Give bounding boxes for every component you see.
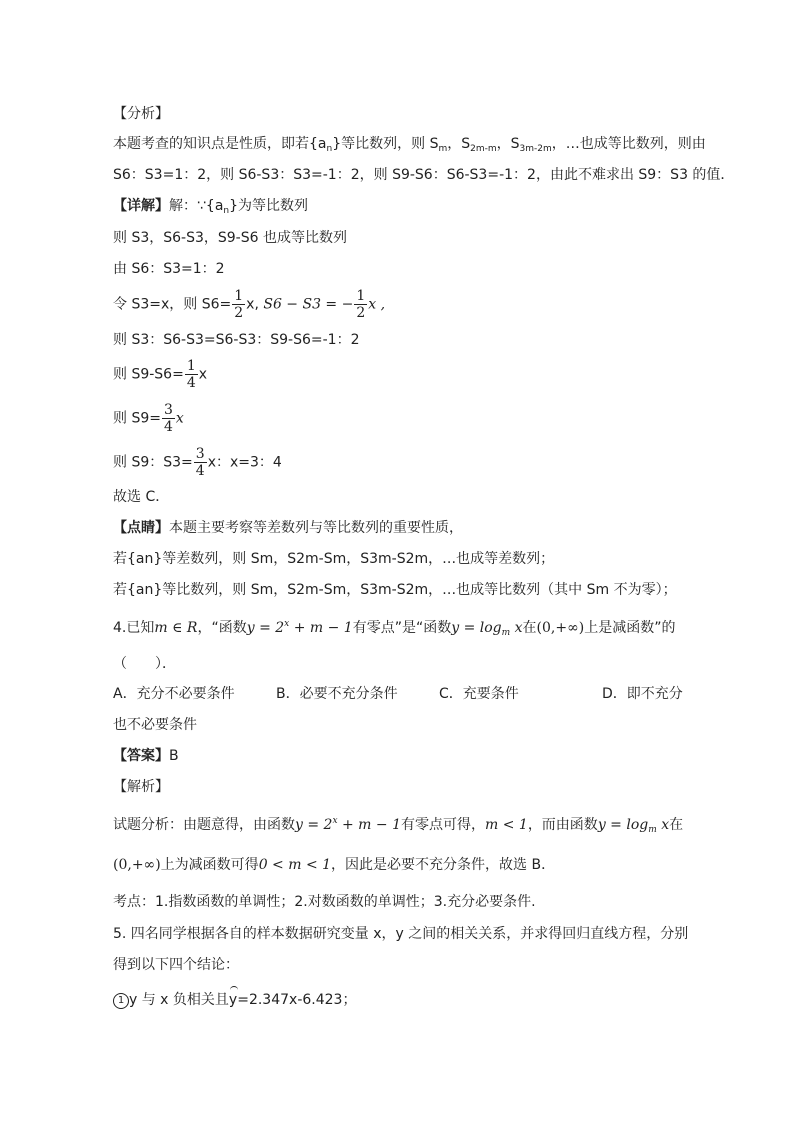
- q4-option-c[interactable]: C．充要条件: [439, 686, 519, 702]
- fraction: $\frac{1}{2}$: [356, 288, 366, 321]
- comment-heading: 【点睛】: [113, 520, 169, 536]
- detail-line-3: 令 S3=x，则 S6= $\frac{1}{2}$ x, S6 − S3 = − $\frac{1}{2}$ x ,: [113, 288, 386, 321]
- analysis-paragraph-line2: S6：S3=1：2，则 S6-S3：S3=-1：2，则 S9-S6：S6-S3=-1：2，由此不难求出 S9：S3 的值．: [113, 167, 735, 183]
- detail-line-7: 则 S9：S3= $\frac{3}{4}$ x：x=3：4: [113, 446, 282, 479]
- q5-item-1: 1 y 与 x 负相关且y=2.347x-6.423；: [113, 990, 356, 1010]
- detail-line-6: 则 S9= $\frac{3}{4}$ x: [113, 402, 184, 435]
- answer-label: 【答案】: [113, 748, 169, 764]
- fraction: $\frac{3}{4}$: [195, 446, 205, 479]
- q4-option-b[interactable]: B．必要不充分条件: [276, 686, 398, 702]
- q5-stem-line1: 5. 四名同学根据各自的样本数据研究变量 x，y 之间的相关关系，并求得回归直线方程，分别: [113, 926, 689, 942]
- q4-answer-line: [113, 746, 179, 766]
- q4-solution-label: 【解析】: [113, 779, 169, 795]
- q5-stem-line2: 得到以下四个结论：: [113, 957, 239, 973]
- q4-option-a[interactable]: A．充分不必要条件: [113, 686, 235, 702]
- analysis-heading: 【分析】: [113, 106, 169, 122]
- detail-conclusion: 故选 C．: [113, 489, 170, 505]
- detail-line-2: 由 S6：S3=1：2: [113, 261, 225, 277]
- comment-line-1: 若{an}等差数列，则 Sm，S2m-Sm，S3m-S2m，…也成等差数列；: [113, 551, 555, 567]
- y-hat: y: [228, 992, 238, 1008]
- q4-option-d[interactable]: D．即不充分: [602, 686, 683, 702]
- fraction: $\frac{1}{4}$: [186, 358, 196, 391]
- fraction: $\frac{3}{4}$: [163, 402, 173, 435]
- q4-knowledge-points: 考点：1.指数函数的单调性；2.对数函数的单调性；3.充分必要条件.: [113, 894, 536, 910]
- detail-heading-line: 【详解】解：$\because\{a_n\}$为等比数列: [113, 198, 309, 216]
- fraction: $\frac{1}{2}$: [234, 288, 244, 321]
- q4-solution-line1: 试题分析：由题意得，由函数$y = 2^x + m - 1$有零点可得，m < 1，而由函数$y = \log_m x$在: [113, 816, 684, 835]
- detail-heading: 【详解】: [113, 198, 169, 214]
- comment-line-2: 若{an}等比数列，则 Sm，S2m-Sm，S3m-S2m，…也成等比数列（其中 Sm 不为零）；: [113, 582, 677, 598]
- q4-stem: 4.已知m ∈ R，“函数$y = 2^x + m - 1$有零点”是“函数$y = \log_m x$在(0,+∞)上是减函数”的: [113, 619, 676, 638]
- detail-line-4: 则 S3：S6-S3=S6-S3：S9-S6=-1：2: [113, 332, 360, 348]
- detail-line-5: 则 S9-S6= $\frac{1}{4}$ x: [113, 358, 208, 391]
- q4-solution-line2: (0,+∞)上为减函数可得0 < m < 1，因此是必要不充分条件，故选 B．: [113, 857, 556, 873]
- q4-option-d-cont: 也不必要条件: [113, 717, 197, 733]
- circled-number: 1: [113, 993, 129, 1009]
- answer-value: B: [169, 748, 179, 764]
- q4-paren: （ ）．: [113, 656, 176, 672]
- analysis-paragraph-line1: 本题考查的知识点是性质，即若$\{a_n\}$等比数列，则 $S_m$，$S_{2m-m}$，$S_{3m-2m}$，…也成等比数列，则由: [113, 136, 706, 154]
- comment-heading-line: 【点睛】本题主要考察等差数列与等比数列的重要性质，: [113, 520, 463, 536]
- detail-line-1: 则 S3，S6-S3，S9-S6 也成等比数列: [113, 230, 347, 246]
